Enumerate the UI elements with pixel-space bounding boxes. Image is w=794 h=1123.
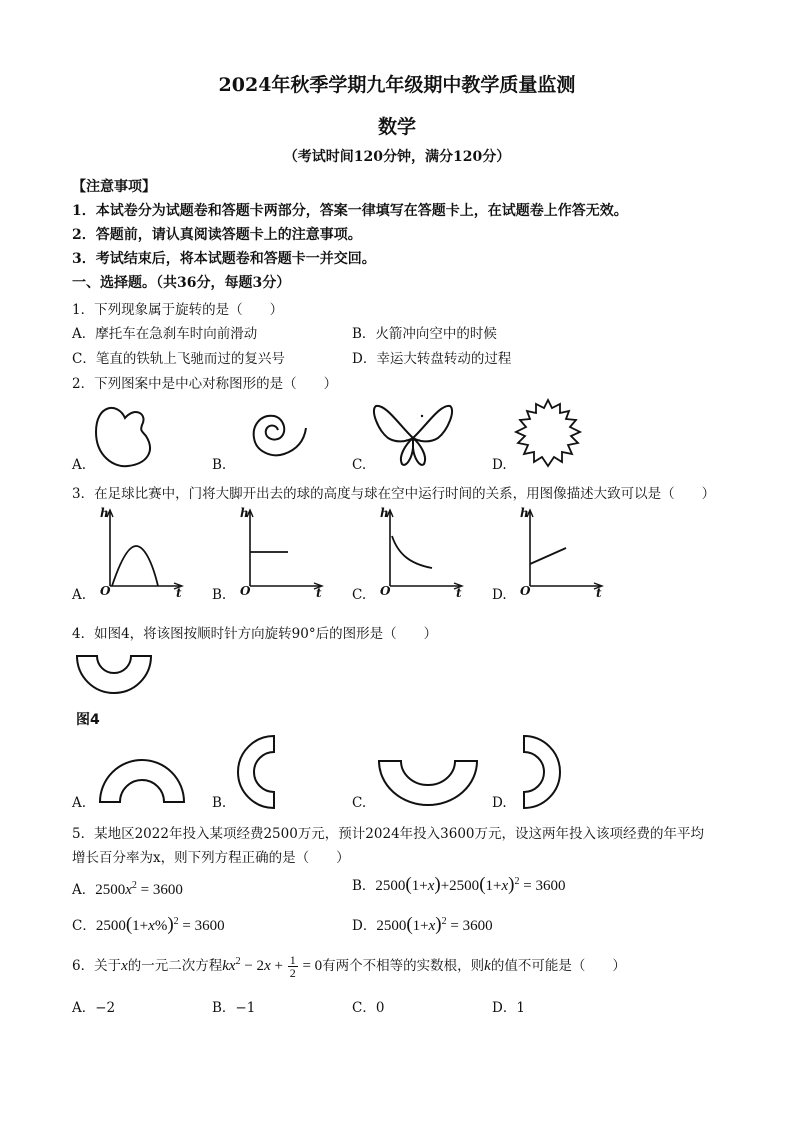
q5-option-a: A．$2500x^2 = 3600$ — [72, 880, 183, 898]
section-heading: 一、选择题。（共36分，每题3分） — [72, 275, 291, 291]
q3-graph-d-t-label: t — [596, 586, 602, 600]
q3-graph-a-origin: O — [100, 584, 111, 598]
q1-option-c: C．笔直的铁轨上飞驰而过的复兴号 — [72, 351, 285, 367]
q4-option-b-arch-left — [234, 734, 278, 810]
q5-option-c: C．$2500(1+x\%)^2 = 3600$ — [72, 914, 225, 935]
q3-graph-d-origin: O — [520, 584, 531, 598]
q4-label-c: C. — [352, 795, 367, 811]
q5-option-b-letter: B． — [352, 878, 376, 894]
q1-option-a: A．摩托车在急刹车时向前滑动 — [72, 326, 258, 342]
q6-stem-end: 的值不可能是（ ） — [490, 958, 626, 974]
q2-figure-c-butterfly — [370, 398, 456, 470]
notice-item: 3．考试结束后，将本试题卷和答题卡一并交回。 — [72, 251, 376, 267]
q4-option-a-arch-up — [96, 752, 188, 804]
q3-label-c: C. — [352, 587, 367, 603]
question-1-stem: 1．下列现象属于旋转的是（ ） — [72, 302, 284, 318]
q2-label-c: C. — [352, 457, 367, 473]
q6-option-d: D．1 — [492, 1000, 525, 1016]
q4-option-d-arch-right — [520, 734, 564, 810]
q3-label-b: B. — [212, 587, 227, 603]
q2-label-b: B. — [212, 457, 227, 473]
question-2-stem: 2．下列图案中是中心对称图形的是（ ） — [72, 376, 338, 392]
q5-option-d-letter: D． — [352, 918, 377, 934]
q2-label-a: A. — [72, 457, 87, 473]
exam-title: 2024年秋季学期九年级期中教学质量监测 — [218, 74, 576, 96]
q4-figure-4-half-ring — [74, 652, 154, 696]
exam-info: （考试时间120分钟，满分120分） — [283, 149, 511, 165]
q3-graph-b-origin: O — [240, 584, 251, 598]
q2-figure-a-cardioid — [90, 398, 160, 470]
q3-graph-d-h-label: h — [520, 506, 529, 520]
q5-option-b: B．$2500(1+x)+2500(1+x)^2 = 3600$ — [352, 874, 566, 895]
q5-option-c-letter: C． — [72, 918, 96, 934]
q4-option-c-arch-down — [376, 758, 480, 808]
q1-option-b: B．火箭冲向空中的时候 — [352, 326, 497, 342]
q2-figure-d-snowflake — [510, 396, 586, 472]
q4-label-b: B. — [212, 795, 227, 811]
notice-item: 2．答题前，请认真阅读答题卡上的注意事项。 — [72, 227, 362, 243]
q3-label-a: A. — [72, 587, 87, 603]
q5-option-a-letter: A． — [72, 882, 96, 898]
q2-label-d: D. — [492, 457, 507, 473]
q6-option-a: A．−2 — [72, 1000, 116, 1016]
notice-heading: 【注意事项】 — [72, 179, 156, 195]
q2-figure-b-spiral — [232, 398, 312, 470]
q5-option-d: D．$2500(1+x)^2 = 3600$ — [352, 914, 493, 935]
question-3-stem: 3．在足球比赛中，门将大脚开出去的球的高度与球在空中运行时间的关系，用图像描述大致可以是（ ） — [72, 486, 716, 502]
q6-stem-prefix: 6．关于 — [72, 958, 122, 974]
q4-label-d: D. — [492, 795, 507, 811]
q3-label-d: D. — [492, 587, 507, 603]
q3-graph-a-t-label: t — [176, 586, 182, 600]
q3-graph-c-h-label: h — [380, 506, 389, 520]
q4-label-a: A. — [72, 795, 87, 811]
q3-graph-b-h-label: h — [240, 506, 249, 520]
subject-title: 数学 — [377, 116, 416, 138]
q6-fraction-one-half: $\frac{1}{2}$ — [289, 953, 296, 980]
question-4-stem: 4．如图4，将该图按顺时针方向旋转90°后的图形是（ ） — [72, 626, 438, 642]
q1-option-d: D．幸运大转盘转动的过程 — [352, 351, 512, 367]
question-5-stem-line1: 5．某地区2022年投入某项经费2500万元，预计2024年投入3600万元，设这两年投入该项经费的年平均 — [72, 826, 705, 842]
q4-figure-caption: 图4 — [76, 712, 100, 728]
question-5-stem-line2: 增长百分率为x，则下列方程正确的是（ ） — [72, 850, 350, 866]
question-6-stem: 6．关于x的一元二次方程$kx^2 - 2x$ + $\frac{1}{2}$ = 0有两个不相等的实数根，则k的值不可能是（ ） — [72, 953, 626, 980]
q3-graph-b-t-label: t — [316, 586, 322, 600]
q3-graph-a-h-label: h — [100, 506, 109, 520]
notice-item: 1．本试卷分为试题卷和答题卡两部分，答案一律填写在答题卡上，在试题卷上作答无效。 — [72, 203, 628, 219]
q6-option-c: C．0 — [352, 1000, 385, 1016]
q3-graph-c-origin: O — [380, 584, 391, 598]
q6-stem-mid: 的一元二次方程 — [127, 958, 223, 974]
q3-graph-c-t-label: t — [456, 586, 462, 600]
q6-stem-suffix: 有两个不相等的实数根，则 — [322, 958, 485, 974]
q6-option-b: B．−1 — [212, 1000, 256, 1016]
